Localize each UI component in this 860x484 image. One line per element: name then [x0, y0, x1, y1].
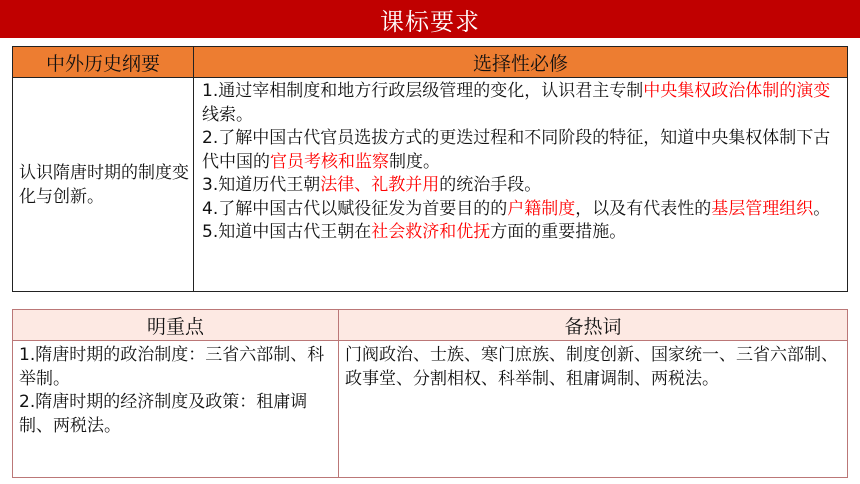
requirement-item-4: 4.了解中国古代以赋役征发为首要目的的户籍制度，以及有代表性的基层管理组织。	[202, 198, 831, 219]
highlight-text: 中央集权政治体制的演变	[643, 81, 831, 101]
standards-table	[12, 46, 848, 292]
requirement-item-5: 5.知道中国古代王朝在社会救济和优抚方面的重要措施。	[202, 222, 627, 242]
header-key-points: 明重点	[13, 310, 339, 341]
standards-header-row	[13, 47, 848, 78]
key-points-cell	[13, 341, 339, 478]
header-elective: 选择性必修	[194, 47, 848, 78]
standards-body-row	[13, 78, 848, 292]
requirement-item-3: 3.知道历代王朝法律、礼教并用的统治手段。	[202, 175, 542, 195]
highlight-text: 户籍制度	[507, 198, 576, 219]
title-banner	[0, 0, 860, 38]
focus-body-row	[13, 341, 848, 478]
header-outline: 中外历史纲要	[13, 47, 194, 78]
requirement-item-1: 1.通过宰相制度和地方行政层级管理的变化，认识君主专制中央集权政治体制的演变线索。	[202, 81, 831, 125]
highlight-text: 社会救济和优抚	[371, 222, 491, 242]
highlight-text: 基层管理组织	[711, 198, 814, 219]
highlight-text: 法律、礼教并用	[320, 175, 440, 195]
focus-table	[12, 309, 848, 478]
header-hot-words: 备热词	[339, 310, 848, 341]
elective-requirements	[194, 78, 848, 292]
page-title: 课标要求	[380, 7, 480, 36]
outline-requirement: 认识隋唐时期的制度变化与创新。	[13, 78, 194, 292]
key-point-2: 2.隋唐时期的经济制度及政策：租庸调制、两税法。	[19, 392, 308, 436]
focus-header-row	[13, 310, 848, 341]
highlight-text: 官员考核和监察	[270, 151, 389, 172]
hot-words-cell: 门阀政治、士族、寒门庶族、制度创新、国家统一、三省六部制、政事堂、分割相权、科举制、租庸调制、两税法。	[339, 341, 848, 478]
requirement-item-2: 2.了解中国古代官员选拔方式的更迭过程和不同阶段的特征，知道中央集权体制下古代中国的官员考核和监察制度。	[202, 128, 831, 172]
key-point-1: 1.隋唐时期的政治制度：三省六部制、科举制。	[19, 345, 325, 389]
